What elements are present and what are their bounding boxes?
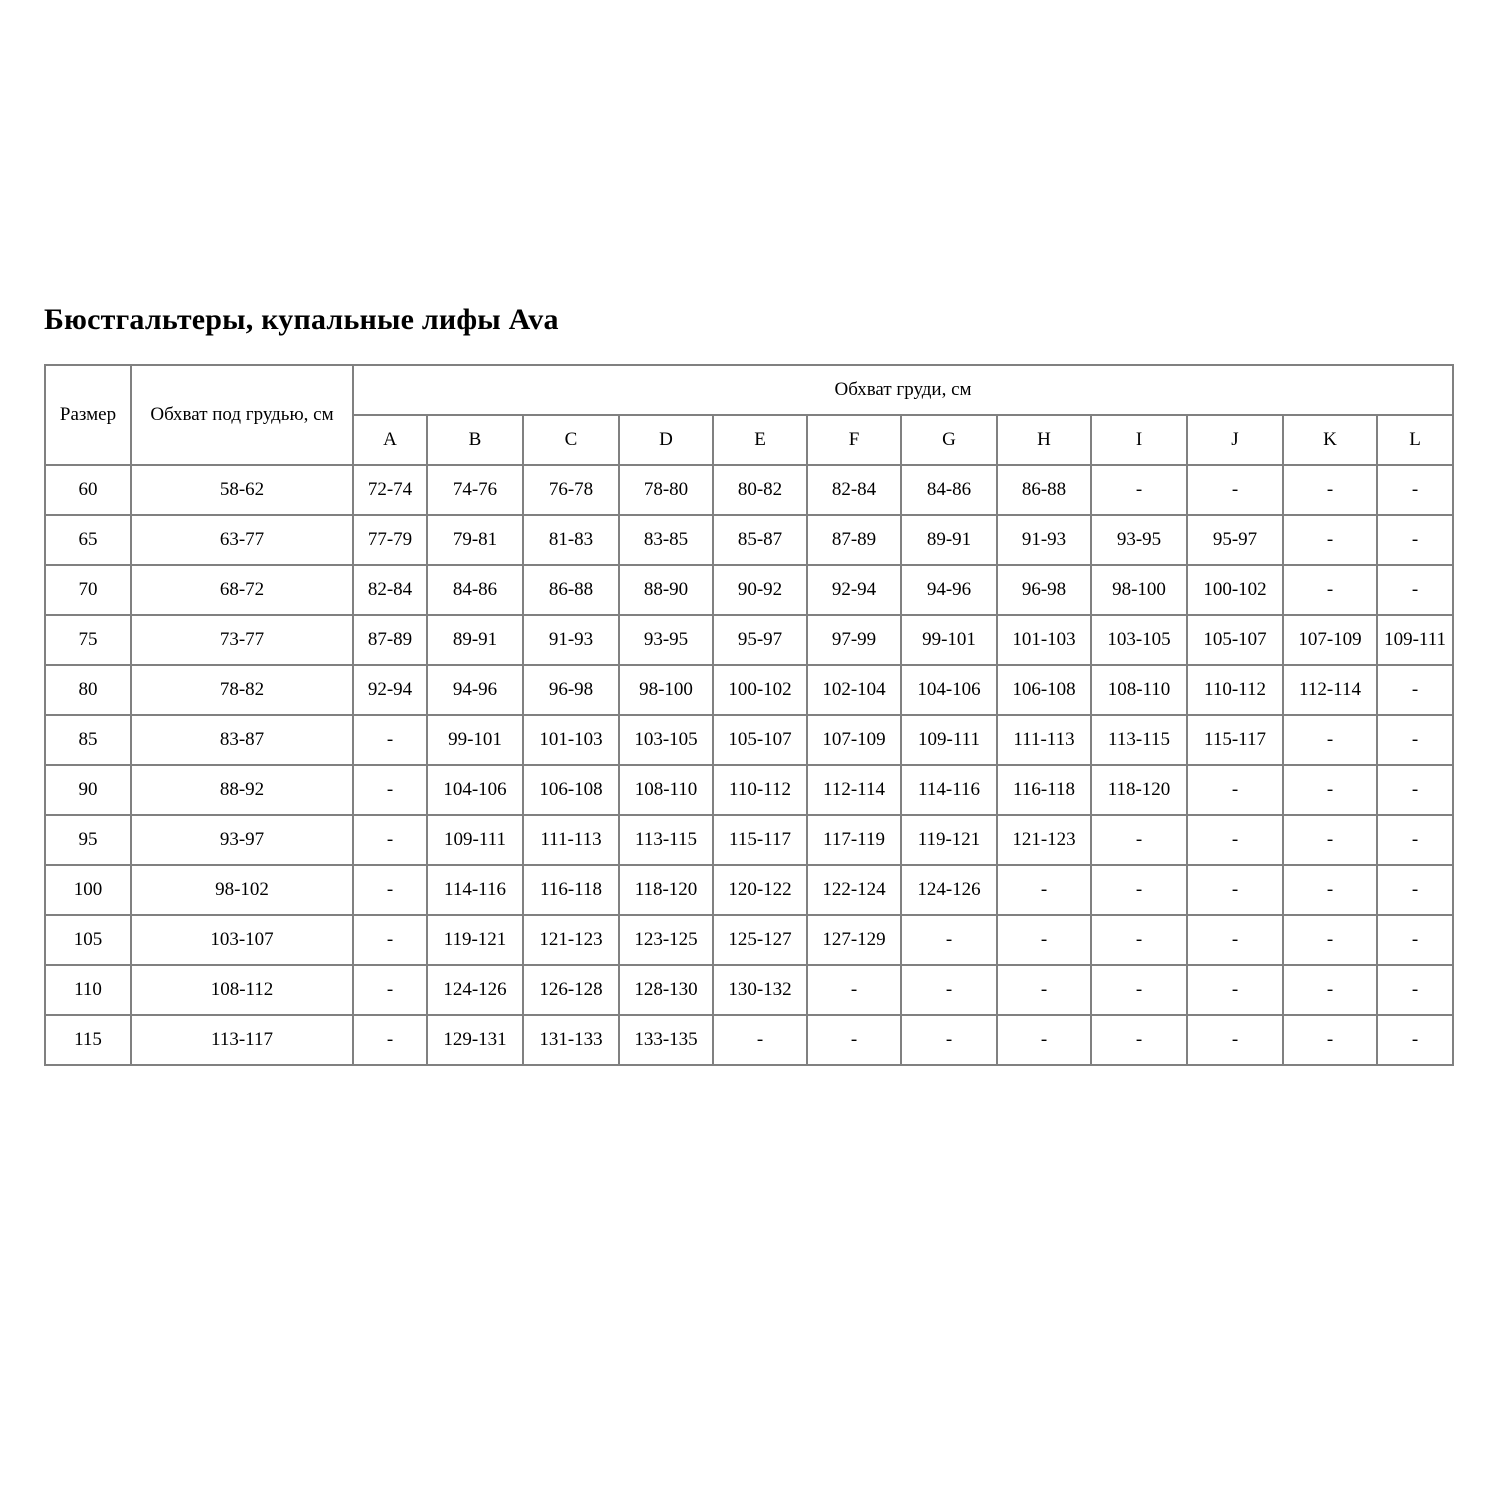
- cup-range-cell: 102-104: [807, 665, 901, 715]
- cup-column-header: B: [427, 415, 523, 465]
- cup-range-cell: 121-123: [997, 815, 1091, 865]
- underbust-cell: 58-62: [131, 465, 353, 515]
- cup-range-cell: 86-88: [997, 465, 1091, 515]
- cup-range-cell: 87-89: [353, 615, 427, 665]
- cup-range-cell: 117-119: [807, 815, 901, 865]
- underbust-cell: 73-77: [131, 615, 353, 665]
- size-cell: 90: [45, 765, 131, 815]
- cup-range-cell: 83-85: [619, 515, 713, 565]
- table-header: [45, 365, 1453, 465]
- cup-range-cell: 98-100: [619, 665, 713, 715]
- cup-range-cell: 79-81: [427, 515, 523, 565]
- cup-range-cell: -: [1283, 865, 1377, 915]
- cup-range-cell: 127-129: [807, 915, 901, 965]
- page-title: Бюстгальтеры, купальные лифы Ava: [44, 303, 559, 336]
- cup-range-cell: 108-110: [619, 765, 713, 815]
- cup-range-cell: 100-102: [713, 665, 807, 715]
- table-row: [45, 515, 1453, 565]
- cup-range-cell: 78-80: [619, 465, 713, 515]
- cup-range-cell: 111-113: [523, 815, 619, 865]
- cup-range-cell: -: [1283, 515, 1377, 565]
- cup-range-cell: 118-120: [619, 865, 713, 915]
- cup-range-cell: 74-76: [427, 465, 523, 515]
- table-row: [45, 815, 1453, 865]
- cup-range-cell: -: [353, 715, 427, 765]
- size-column-header: Размер: [45, 365, 131, 465]
- cup-range-cell: 94-96: [901, 565, 997, 615]
- cup-range-cell: 98-100: [1091, 565, 1187, 615]
- cup-range-cell: 92-94: [807, 565, 901, 615]
- cup-column-header: G: [901, 415, 997, 465]
- cup-range-cell: -: [1187, 965, 1283, 1015]
- cup-range-cell: -: [353, 1015, 427, 1065]
- cup-range-cell: -: [713, 1015, 807, 1065]
- cup-range-cell: 106-108: [997, 665, 1091, 715]
- cup-range-cell: 119-121: [427, 915, 523, 965]
- cup-range-cell: -: [1091, 1015, 1187, 1065]
- cup-range-cell: 120-122: [713, 865, 807, 915]
- cup-range-cell: -: [1377, 865, 1453, 915]
- cup-column-header: C: [523, 415, 619, 465]
- size-cell: 80: [45, 665, 131, 715]
- cup-range-cell: 114-116: [427, 865, 523, 915]
- underbust-cell: 93-97: [131, 815, 353, 865]
- cup-range-cell: 109-111: [1377, 615, 1453, 665]
- cup-range-cell: -: [1377, 1015, 1453, 1065]
- cup-range-cell: 112-114: [807, 765, 901, 815]
- cup-range-cell: -: [1187, 465, 1283, 515]
- underbust-cell: 103-107: [131, 915, 353, 965]
- cup-range-cell: 119-121: [901, 815, 997, 865]
- cup-range-cell: 101-103: [523, 715, 619, 765]
- size-cell: 105: [45, 915, 131, 965]
- cup-range-cell: -: [807, 1015, 901, 1065]
- cup-range-cell: 116-118: [997, 765, 1091, 815]
- cup-range-cell: 95-97: [713, 615, 807, 665]
- size-cell: 75: [45, 615, 131, 665]
- cup-range-cell: 94-96: [427, 665, 523, 715]
- cup-range-cell: 130-132: [713, 965, 807, 1015]
- cup-range-cell: 81-83: [523, 515, 619, 565]
- cup-range-cell: 95-97: [1187, 515, 1283, 565]
- cup-range-cell: -: [1283, 1015, 1377, 1065]
- cup-range-cell: 122-124: [807, 865, 901, 915]
- cup-range-cell: 104-106: [901, 665, 997, 715]
- cup-range-cell: 126-128: [523, 965, 619, 1015]
- cup-range-cell: 85-87: [713, 515, 807, 565]
- cup-range-cell: 124-126: [427, 965, 523, 1015]
- cup-range-cell: -: [1283, 465, 1377, 515]
- cup-range-cell: 124-126: [901, 865, 997, 915]
- size-cell: 85: [45, 715, 131, 765]
- size-cell: 100: [45, 865, 131, 915]
- cup-range-cell: -: [997, 965, 1091, 1015]
- table-row: [45, 715, 1453, 765]
- cup-range-cell: -: [901, 1015, 997, 1065]
- size-cell: 60: [45, 465, 131, 515]
- cup-range-cell: 99-101: [901, 615, 997, 665]
- underbust-cell: 63-77: [131, 515, 353, 565]
- cup-range-cell: -: [1187, 1015, 1283, 1065]
- cup-range-cell: 115-117: [1187, 715, 1283, 765]
- cup-range-cell: 105-107: [1187, 615, 1283, 665]
- cup-range-cell: -: [1187, 815, 1283, 865]
- cup-range-cell: 129-131: [427, 1015, 523, 1065]
- cup-range-cell: 86-88: [523, 565, 619, 615]
- cup-range-cell: 109-111: [901, 715, 997, 765]
- cup-range-cell: 89-91: [427, 615, 523, 665]
- cup-range-cell: -: [1377, 915, 1453, 965]
- cup-range-cell: -: [1187, 865, 1283, 915]
- cup-range-cell: -: [353, 915, 427, 965]
- cup-range-cell: 108-110: [1091, 665, 1187, 715]
- table-row: [45, 765, 1453, 815]
- underbust-cell: 88-92: [131, 765, 353, 815]
- size-cell: 70: [45, 565, 131, 615]
- cup-range-cell: -: [1187, 915, 1283, 965]
- cup-column-header: D: [619, 415, 713, 465]
- underbust-cell: 68-72: [131, 565, 353, 615]
- cup-range-cell: 82-84: [807, 465, 901, 515]
- cup-range-cell: -: [1283, 765, 1377, 815]
- cup-range-cell: -: [1377, 815, 1453, 865]
- cup-range-cell: -: [353, 765, 427, 815]
- cup-range-cell: 96-98: [523, 665, 619, 715]
- size-chart-table: [44, 364, 1454, 1066]
- cup-column-header: A: [353, 415, 427, 465]
- group-header-row: [45, 365, 1453, 415]
- cup-range-cell: 111-113: [997, 715, 1091, 765]
- cup-range-cell: 100-102: [1187, 565, 1283, 615]
- cup-range-cell: 92-94: [353, 665, 427, 715]
- cup-range-cell: -: [1091, 465, 1187, 515]
- cup-range-cell: -: [1091, 915, 1187, 965]
- cup-range-cell: 116-118: [523, 865, 619, 915]
- cup-range-cell: 131-133: [523, 1015, 619, 1065]
- cup-range-cell: 101-103: [997, 615, 1091, 665]
- table-row: [45, 615, 1453, 665]
- underbust-cell: 113-117: [131, 1015, 353, 1065]
- cup-range-cell: 82-84: [353, 565, 427, 615]
- cup-range-cell: -: [353, 815, 427, 865]
- cup-range-cell: 91-93: [997, 515, 1091, 565]
- cup-range-cell: -: [1091, 815, 1187, 865]
- cup-range-cell: -: [1377, 965, 1453, 1015]
- cup-range-cell: -: [1091, 865, 1187, 915]
- cup-range-cell: -: [1091, 965, 1187, 1015]
- cup-range-cell: -: [997, 865, 1091, 915]
- cup-range-cell: 110-112: [1187, 665, 1283, 715]
- cup-range-cell: 89-91: [901, 515, 997, 565]
- cup-range-cell: 99-101: [427, 715, 523, 765]
- cup-range-cell: 104-106: [427, 765, 523, 815]
- cup-range-cell: 133-135: [619, 1015, 713, 1065]
- underbust-cell: 83-87: [131, 715, 353, 765]
- table-row: [45, 915, 1453, 965]
- cup-range-cell: 114-116: [901, 765, 997, 815]
- cup-range-cell: 121-123: [523, 915, 619, 965]
- cup-column-header: H: [997, 415, 1091, 465]
- cup-range-cell: 97-99: [807, 615, 901, 665]
- cup-range-cell: -: [1283, 565, 1377, 615]
- cup-range-cell: 107-109: [807, 715, 901, 765]
- cup-range-cell: 110-112: [713, 765, 807, 815]
- table-body: [45, 465, 1453, 1065]
- cup-range-cell: 84-86: [427, 565, 523, 615]
- cup-range-cell: 84-86: [901, 465, 997, 515]
- underbust-cell: 78-82: [131, 665, 353, 715]
- cup-range-cell: 106-108: [523, 765, 619, 815]
- cup-range-cell: -: [1377, 715, 1453, 765]
- size-cell: 115: [45, 1015, 131, 1065]
- underbust-cell: 108-112: [131, 965, 353, 1015]
- cup-range-cell: 105-107: [713, 715, 807, 765]
- cup-range-cell: -: [901, 965, 997, 1015]
- cup-range-cell: -: [1187, 765, 1283, 815]
- size-cell: 95: [45, 815, 131, 865]
- cup-range-cell: 103-105: [619, 715, 713, 765]
- cup-range-cell: 87-89: [807, 515, 901, 565]
- table-row: [45, 1015, 1453, 1065]
- cup-column-header: K: [1283, 415, 1377, 465]
- cup-range-cell: 77-79: [353, 515, 427, 565]
- cup-range-cell: 72-74: [353, 465, 427, 515]
- size-cell: 110: [45, 965, 131, 1015]
- table-row: [45, 465, 1453, 515]
- cup-range-cell: 88-90: [619, 565, 713, 615]
- cup-range-cell: 93-95: [619, 615, 713, 665]
- bust-group-header: Обхват груди, см: [353, 365, 1453, 415]
- cup-range-cell: 109-111: [427, 815, 523, 865]
- cup-range-cell: -: [353, 865, 427, 915]
- cup-range-cell: -: [807, 965, 901, 1015]
- cup-range-cell: 103-105: [1091, 615, 1187, 665]
- cup-range-cell: 76-78: [523, 465, 619, 515]
- cup-column-header: L: [1377, 415, 1453, 465]
- cup-range-cell: -: [353, 965, 427, 1015]
- cup-range-cell: -: [1283, 965, 1377, 1015]
- cup-range-cell: 123-125: [619, 915, 713, 965]
- underbust-column-header: Обхват под грудью, см: [131, 365, 353, 465]
- cup-range-cell: -: [1283, 915, 1377, 965]
- cup-range-cell: 93-95: [1091, 515, 1187, 565]
- underbust-cell: 98-102: [131, 865, 353, 915]
- table-row: [45, 665, 1453, 715]
- cup-range-cell: 112-114: [1283, 665, 1377, 715]
- table-row: [45, 965, 1453, 1015]
- cup-range-cell: -: [997, 915, 1091, 965]
- cup-range-cell: 96-98: [997, 565, 1091, 615]
- cup-range-cell: -: [1377, 565, 1453, 615]
- cup-range-cell: 128-130: [619, 965, 713, 1015]
- cup-range-cell: -: [901, 915, 997, 965]
- cup-range-cell: 113-115: [1091, 715, 1187, 765]
- cup-column-header: I: [1091, 415, 1187, 465]
- size-cell: 65: [45, 515, 131, 565]
- cup-range-cell: 91-93: [523, 615, 619, 665]
- cup-range-cell: -: [1283, 815, 1377, 865]
- cup-column-header: E: [713, 415, 807, 465]
- cup-range-cell: -: [1377, 765, 1453, 815]
- cup-range-cell: 115-117: [713, 815, 807, 865]
- cup-range-cell: 80-82: [713, 465, 807, 515]
- cup-range-cell: 107-109: [1283, 615, 1377, 665]
- cup-range-cell: -: [1377, 665, 1453, 715]
- cup-range-cell: -: [1283, 715, 1377, 765]
- cup-range-cell: 125-127: [713, 915, 807, 965]
- cup-range-cell: 118-120: [1091, 765, 1187, 815]
- cup-range-cell: 113-115: [619, 815, 713, 865]
- table-row: [45, 865, 1453, 915]
- cup-range-cell: -: [1377, 465, 1453, 515]
- cup-range-cell: 90-92: [713, 565, 807, 615]
- cup-range-cell: -: [997, 1015, 1091, 1065]
- cup-column-header: J: [1187, 415, 1283, 465]
- cup-range-cell: -: [1377, 515, 1453, 565]
- table-row: [45, 565, 1453, 615]
- cup-column-header: F: [807, 415, 901, 465]
